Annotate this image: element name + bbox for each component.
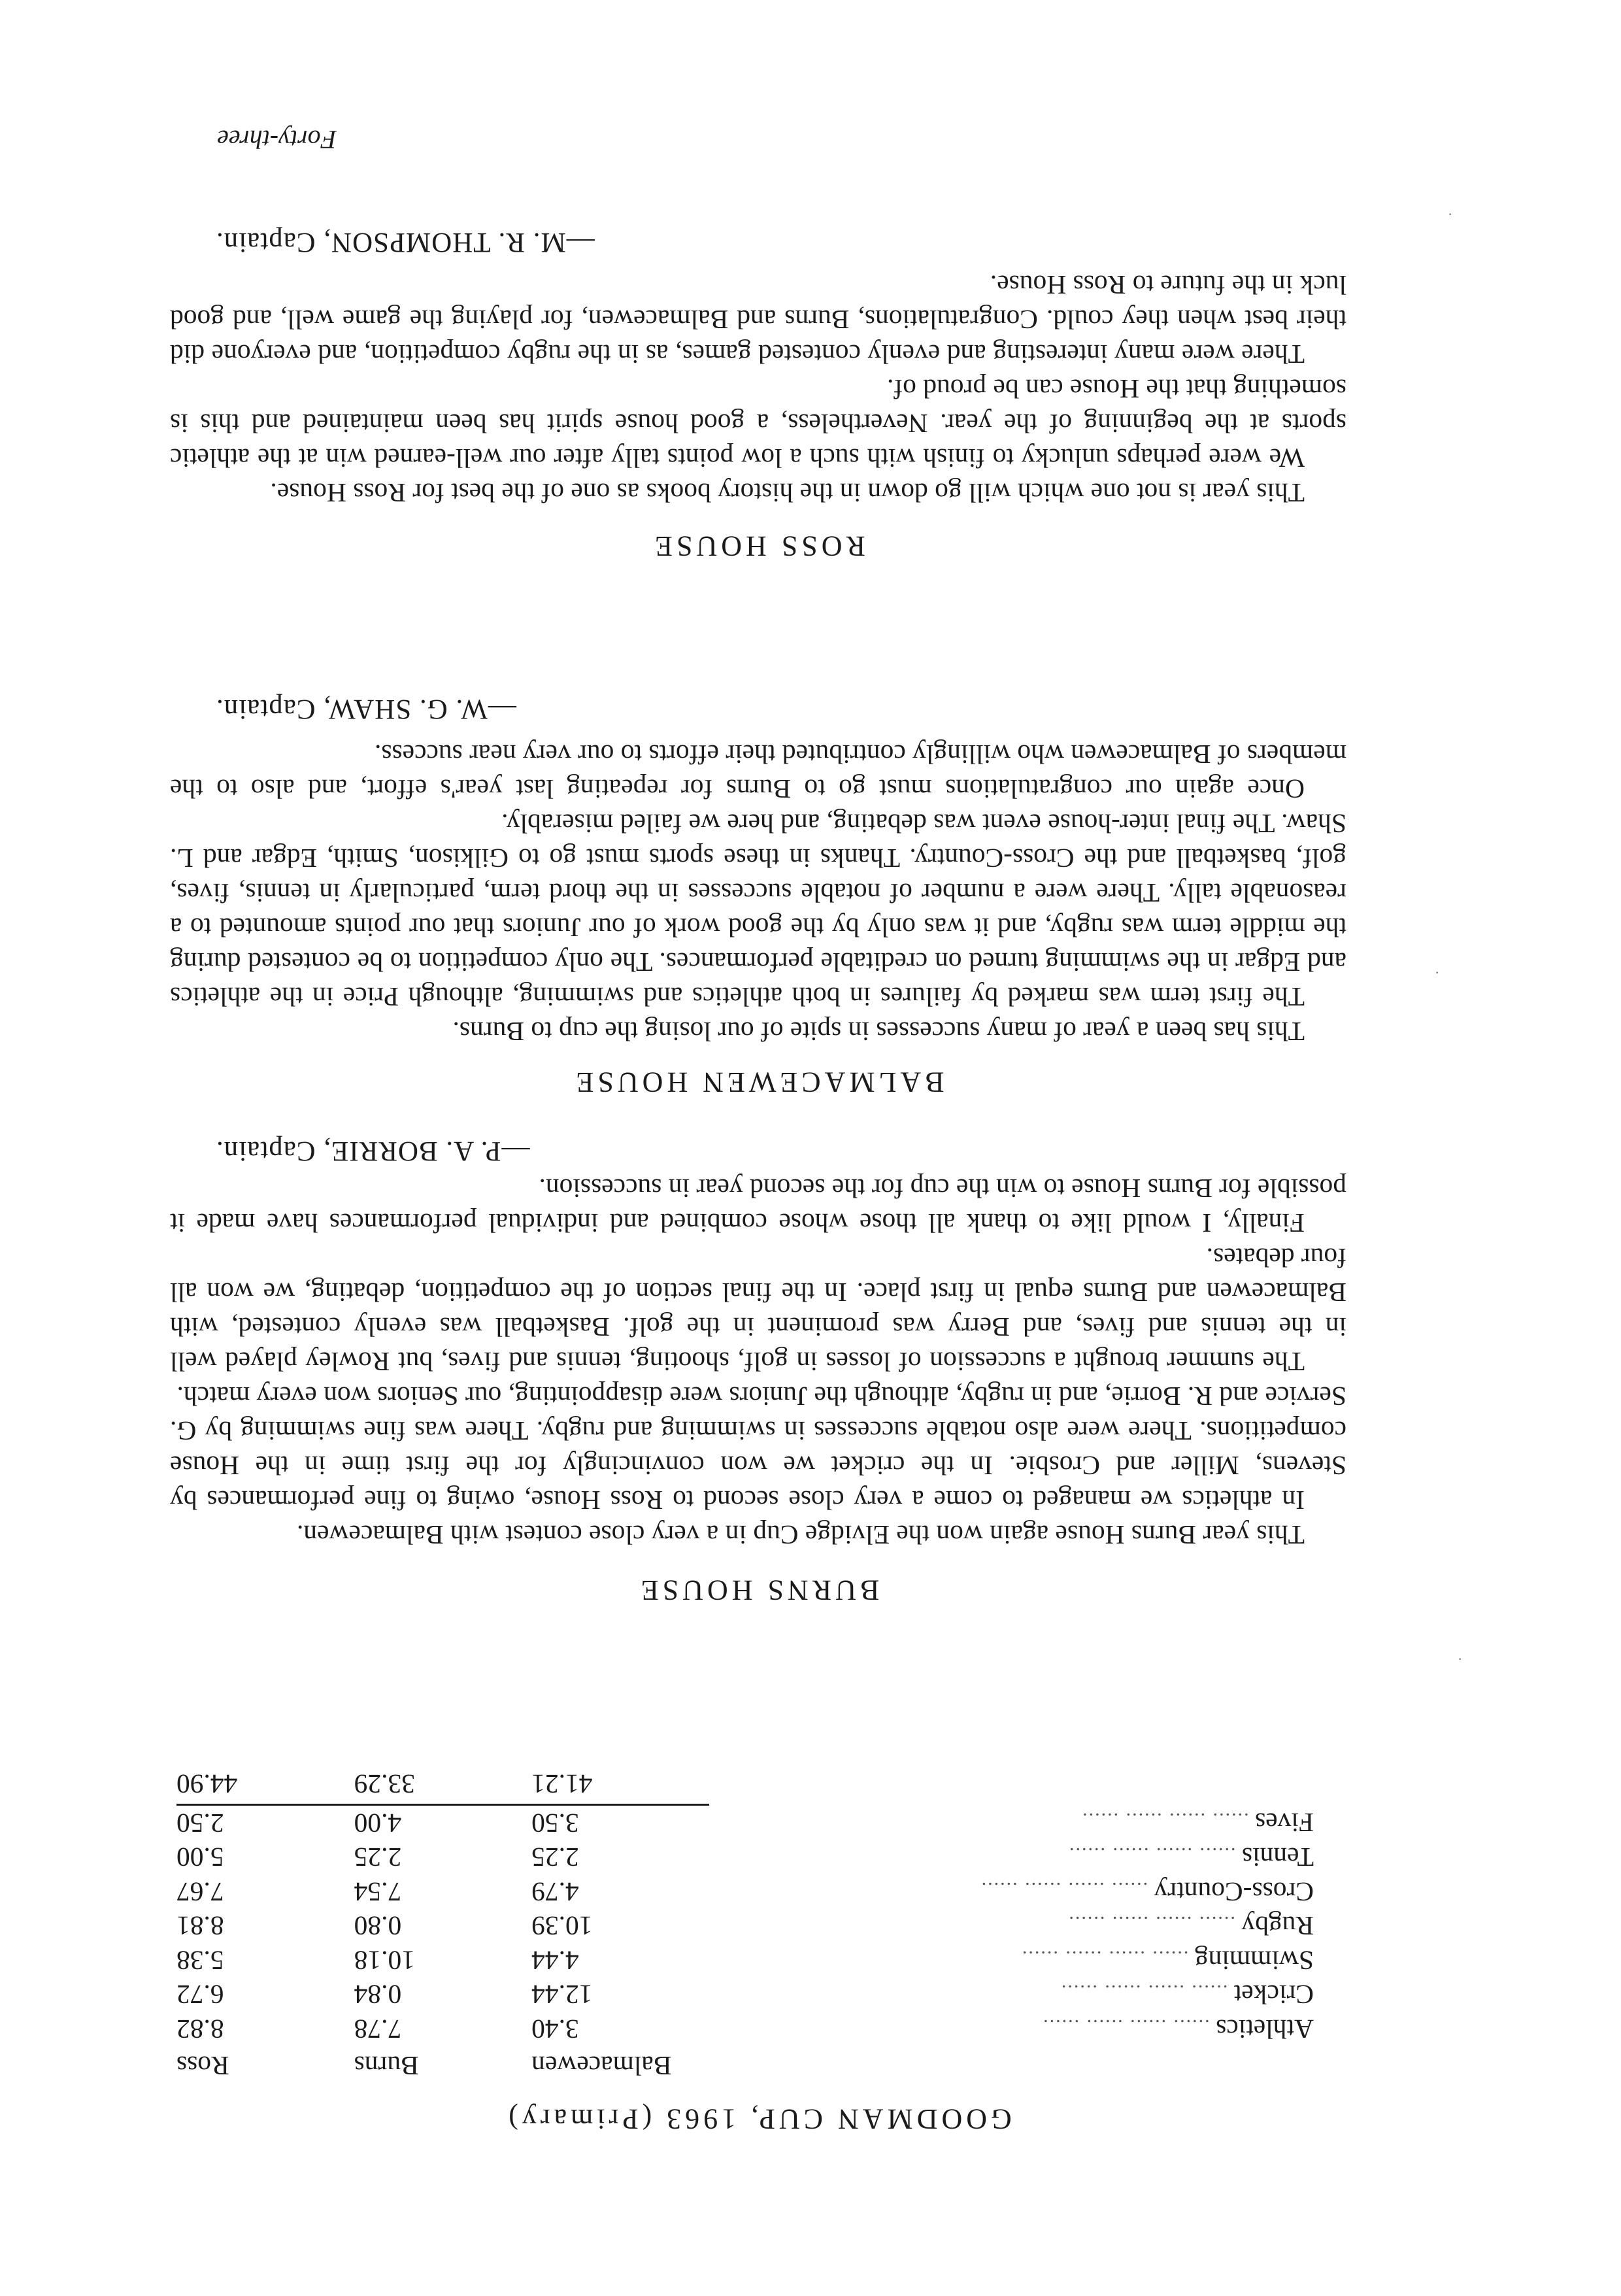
- score-cell: 3.50: [531, 1808, 579, 1838]
- burns-paragraph: In athletics we managed to come a very close second to Ross House, owing to fine performances by Stevens, Miller and Crosbie. In the cricket we won convincingly for the first time in the House competitions. There were also notable successes in swimming and rugby. There was fine swimming by G. Service and R. Borrie, and in rugby, although the Juniors were disappointing, our Seniors won every match.: [170, 1381, 1346, 1515]
- leader-dots: ...... ...... ...... ......: [1067, 1844, 1242, 1866]
- score-cell: 0.84: [354, 1980, 402, 2010]
- leader-dots: ...... ...... ...... ......: [1081, 1809, 1256, 1831]
- ross-paragraph: This year is not one which will go down in the history books as one of the best for Ross House.: [270, 478, 1305, 508]
- balmacewen-paragraph: The first term was marked by failures in both athletics and swimming, although Price in the athletics and Edgar in the swimming turned on creditable performances. The only competition to be contested during the middle term was rugby, and it was only by the good work of our Juniors that our points amounted to a reasonable tally. There were a number of notable successes in the thord term, particularly in tennis, fives, golf, basketball and the Cross-Country. Thanks in these sports must go to Gilkison, Smith, Edgar and L. Shaw. The final inter-house event was debating, and here we failed miserably.: [170, 809, 1346, 1012]
- burns-heading: BURNS HOUSE: [637, 1574, 880, 1606]
- burns-signature: —P. A. BORRIE, Captain.: [216, 1136, 530, 1166]
- ross-heading: ROSS HOUSE: [651, 530, 865, 562]
- event-label: Cross-Country: [1154, 1876, 1314, 1907]
- cup-title: GOODMAN CUP, 1963 (Primary): [505, 2103, 1012, 2135]
- score-cell: 8.82: [176, 2014, 224, 2044]
- ross-paragraph: We were perhaps unlucky to finish with such a low points tally after our well-earned win at the athletic sports at the beginning of the year. Nevertheless, a good house spirit has been maintained and this is something that the House can be proud of.: [170, 374, 1346, 473]
- event-cell: [709, 1944, 1314, 1978]
- event-cell: [709, 1840, 1314, 1875]
- total-cell: 41.21: [531, 1767, 709, 1805]
- event-label: Swimming: [1194, 1945, 1314, 1976]
- score-cell: 10.18: [354, 1945, 415, 1976]
- score-cell: 4.44: [531, 1945, 579, 1976]
- ross-paragraph: There were many interesting and evenly contested games, as in the rugby competition, and everyone did their best when they could. Congratulations, Burns and Balmacewen, for playing the game well, and good luck in the future to Ross House.: [170, 270, 1346, 369]
- table-row: [176, 1875, 1314, 1910]
- leader-dots: ...... ...... ...... ......: [980, 1878, 1154, 1900]
- score-cell: 2.25: [354, 1842, 402, 1873]
- score-cell: 6.72: [176, 1980, 224, 2010]
- balmacewen-paragraph: This has been a year of many successes in spite of our losing the cup to Burns.: [452, 1017, 1305, 1047]
- score-cell: 7.54: [354, 1876, 402, 1907]
- score-cell: 7.78: [354, 2014, 402, 2044]
- score-cell: 4.79: [531, 1876, 579, 1907]
- score-cell: 4.00: [354, 1808, 402, 1838]
- score-cell: 2.25: [531, 1842, 579, 1873]
- table-row: [176, 1805, 1314, 1840]
- total-cell: 44.90: [176, 1767, 354, 1805]
- col-header-ross: Ross: [176, 2051, 229, 2081]
- score-cell: 8.81: [176, 1911, 224, 1942]
- totals-spacer: [709, 1767, 1314, 1805]
- table-header-row: [176, 2046, 1314, 2085]
- score-cell: 10.39: [531, 1911, 593, 1942]
- leader-dots: ...... ...... ...... ......: [1060, 1981, 1234, 2003]
- leader-dots: ...... ...... ...... ......: [1067, 1912, 1242, 1934]
- ross-signature: —M. R. THOMPSON, Captain.: [216, 227, 595, 258]
- score-cell: 7.67: [176, 1876, 224, 1907]
- event-cell: [709, 1909, 1314, 1944]
- total-cell: 33.29: [354, 1767, 532, 1805]
- balmacewen-paragraph: Once again our congratulations must go to Burns for repeating last year's effort, and also to the members of Balmacewen who willingly contributed their efforts to our very near success.: [170, 739, 1346, 804]
- table-row: [176, 1909, 1314, 1944]
- burns-report: [170, 1135, 1346, 1552]
- balmacewen-report: [170, 693, 1346, 1049]
- table-row: [176, 1840, 1314, 1875]
- totals-row: [176, 1767, 1314, 1805]
- ross-report: [170, 226, 1346, 510]
- leader-dots: ...... ...... ...... ......: [1042, 2015, 1216, 2037]
- scan-speck: ·: [1435, 964, 1440, 981]
- score-cell: 5.38: [176, 1945, 224, 1976]
- col-header-event: [709, 2046, 1314, 2085]
- score-cell: 5.00: [176, 1842, 224, 1873]
- event-cell: [709, 1978, 1314, 2012]
- score-cell: 12.44: [531, 1980, 593, 2010]
- event-label: Athletics: [1216, 2014, 1314, 2044]
- leader-dots: ...... ...... ...... ......: [1020, 1946, 1195, 1968]
- event-label: Cricket: [1233, 1980, 1314, 2010]
- balmacewen-heading: BALMACEWEN HOUSE: [572, 1066, 944, 1098]
- event-cell: [709, 1805, 1314, 1840]
- col-header-balmacewen: Balmacewen: [531, 2051, 672, 2081]
- score-cell: 2.50: [176, 1808, 224, 1838]
- score-cell: 0.80: [354, 1911, 402, 1942]
- score-cell: 3.40: [531, 2014, 579, 2044]
- event-cell: [709, 1875, 1314, 1910]
- cup-table: [176, 1767, 1314, 2085]
- balmacewen-signature: —W. G. SHAW, Captain.: [216, 694, 516, 724]
- event-label: Fives: [1255, 1808, 1314, 1838]
- table-row: [176, 2012, 1314, 2047]
- event-cell: [709, 2012, 1314, 2047]
- event-label: Rugby: [1241, 1911, 1314, 1942]
- event-label: Tennis: [1241, 1842, 1314, 1873]
- burns-paragraph: The summer brought a succession of losses in golf, shooting, tennis and fives, but Rowley played well in the tennis and fives, and Berry was prominent in the golf. Basketball was evenly contested, with Balmacewen and Burns equal in first place. In the final section of the competition, debating, we won all four debates.: [170, 1243, 1346, 1377]
- burns-paragraph: Finally, I would like to thank all those whose combined and individual performances have made it possible for Burns House to win the cup for the second year in succession.: [170, 1173, 1346, 1238]
- table-row: [176, 1944, 1314, 1978]
- page-number: Forty-three: [217, 125, 337, 154]
- col-header-burns: Burns: [354, 2051, 419, 2081]
- scan-speck: ·: [1448, 206, 1453, 222]
- burns-paragraph: This year Burns House again won the Elvidge Cup in a very close contest with Balmacewen.: [296, 1520, 1305, 1550]
- table-row: [176, 1978, 1314, 2012]
- scan-speck: ·: [1458, 1651, 1463, 1667]
